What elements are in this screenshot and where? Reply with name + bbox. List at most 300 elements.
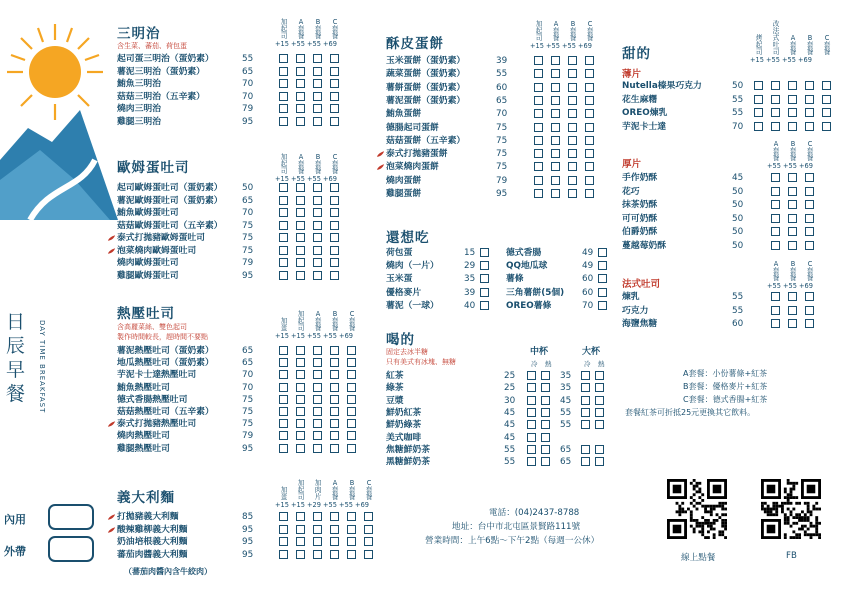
sandwich-checkbox[interactable] — [296, 104, 305, 113]
crepe-checkbox[interactable] — [534, 96, 543, 105]
omelet-checkbox[interactable] — [313, 233, 322, 242]
omelet-checkbox[interactable] — [279, 271, 288, 280]
panini-checkbox[interactable] — [313, 431, 322, 440]
more-checkbox[interactable] — [598, 261, 607, 270]
omelet-row — [117, 245, 347, 257]
drink-medium-cold-checkbox[interactable] — [527, 445, 536, 454]
omelet-checkbox[interactable] — [279, 208, 288, 217]
panini-checkbox[interactable] — [330, 419, 339, 428]
more-row — [506, 260, 616, 272]
crepe-checkbox[interactable] — [551, 189, 560, 198]
drink-large-hot-checkbox[interactable] — [595, 445, 604, 454]
thin-checkbox[interactable] — [788, 122, 797, 131]
crepe-checkbox[interactable] — [585, 189, 594, 198]
panini-checkbox[interactable] — [279, 383, 288, 392]
thin-checkbox[interactable] — [822, 81, 831, 90]
crepe-checkbox[interactable] — [568, 176, 577, 185]
thin-subtitle: 薄片 — [622, 69, 642, 80]
crepe-checkbox[interactable] — [534, 189, 543, 198]
drink-large-cold-checkbox[interactable] — [581, 371, 590, 380]
french-row — [622, 291, 822, 303]
pasta-checkbox[interactable] — [279, 525, 288, 534]
crepe-checkbox[interactable] — [551, 83, 560, 92]
omelet-checkbox[interactable] — [279, 183, 288, 192]
panini-checkbox[interactable] — [313, 419, 322, 428]
drink-medium-cold-checkbox[interactable] — [527, 371, 536, 380]
crepe-checkbox[interactable] — [568, 109, 577, 118]
crepe-checkbox[interactable] — [551, 96, 560, 105]
panini-checkbox[interactable] — [296, 370, 305, 379]
pasta-checkbox[interactable] — [364, 537, 373, 546]
omelet-item-price: 50 — [242, 183, 254, 193]
sandwich-checkbox[interactable] — [330, 54, 339, 63]
crepe-checkbox[interactable] — [585, 83, 594, 92]
crepe-checkbox[interactable] — [585, 109, 594, 118]
omelet-checkbox[interactable] — [330, 271, 339, 280]
crepe-checkbox[interactable] — [585, 176, 594, 185]
drink-large-cold-checkbox[interactable] — [581, 383, 590, 392]
thin-checkbox[interactable] — [822, 108, 831, 117]
crepe-checkbox[interactable] — [568, 69, 577, 78]
omelet-checkbox[interactable] — [296, 258, 305, 267]
thick-checkbox[interactable] — [788, 227, 797, 236]
thick-checkbox[interactable] — [805, 173, 814, 182]
pasta-checkbox[interactable] — [364, 512, 373, 521]
french-checkbox[interactable] — [788, 306, 797, 315]
pasta-checkbox[interactable] — [296, 512, 305, 521]
drink-name: 美式咖啡 — [386, 432, 422, 443]
sandwich-checkbox[interactable] — [296, 117, 305, 126]
omelet-checkbox[interactable] — [279, 258, 288, 267]
french-checkbox[interactable] — [771, 292, 780, 301]
omelet-checkbox[interactable] — [313, 208, 322, 217]
sandwich-checkbox[interactable] — [330, 79, 339, 88]
crepe-checkbox[interactable] — [534, 69, 543, 78]
crepe-checkbox[interactable] — [551, 123, 560, 132]
panini-checkbox[interactable] — [279, 431, 288, 440]
omelet-checkbox[interactable] — [296, 221, 305, 230]
omelet-checkbox[interactable] — [313, 221, 322, 230]
drink-large-hot-checkbox[interactable] — [595, 383, 604, 392]
thin-checkbox[interactable] — [822, 95, 831, 104]
omelet-checkbox[interactable] — [296, 233, 305, 242]
thick-checkbox[interactable] — [788, 187, 797, 196]
omelet-checkbox[interactable] — [313, 258, 322, 267]
drink-medium-cold-checkbox[interactable] — [527, 457, 536, 466]
sandwich-checkbox[interactable] — [279, 67, 288, 76]
sandwich-checkbox[interactable] — [313, 92, 322, 101]
pasta-checkbox[interactable] — [279, 537, 288, 546]
sandwich-checkbox[interactable] — [279, 54, 288, 63]
thick-checkbox[interactable] — [771, 173, 780, 182]
drink-large-hot-checkbox[interactable] — [595, 408, 604, 417]
pasta-checkbox[interactable] — [330, 537, 339, 546]
panini-checkbox[interactable] — [347, 383, 356, 392]
panini-checkbox[interactable] — [279, 419, 288, 428]
sandwich-checkbox[interactable] — [313, 67, 322, 76]
panini-checkbox[interactable] — [279, 370, 288, 379]
omelet-checkbox[interactable] — [313, 246, 322, 255]
crepe-checkbox[interactable] — [585, 123, 594, 132]
crepe-checkbox[interactable] — [585, 149, 594, 158]
chili-icon — [376, 150, 385, 158]
omelet-row — [117, 182, 347, 194]
pasta-checkbox[interactable] — [347, 537, 356, 546]
panini-checkbox[interactable] — [279, 395, 288, 404]
sandwich-checkbox[interactable] — [279, 79, 288, 88]
panini-item-price: 65 — [242, 358, 254, 369]
thin-checkbox[interactable] — [771, 108, 780, 117]
panini-checkbox[interactable] — [296, 358, 305, 367]
crepe-checkbox[interactable] — [568, 189, 577, 198]
sandwich-checkbox[interactable] — [279, 104, 288, 113]
crepe-checkbox[interactable] — [534, 176, 543, 185]
crepe-header-3: C 套 餐 — [586, 20, 594, 42]
crepe-item-price: 75 — [496, 135, 508, 146]
pasta-row — [117, 511, 381, 523]
crepe-row — [386, 122, 602, 134]
crepe-checkbox[interactable] — [585, 96, 594, 105]
thin-checkbox[interactable] — [805, 108, 814, 117]
drink-large-hot-checkbox[interactable] — [595, 457, 604, 466]
panini-checkbox[interactable] — [330, 407, 339, 416]
panini-checkbox[interactable] — [330, 358, 339, 367]
more-checkbox[interactable] — [598, 248, 607, 257]
panini-checkbox[interactable] — [347, 431, 356, 440]
omelet-checkbox[interactable] — [279, 233, 288, 242]
crepe-checkbox[interactable] — [534, 162, 543, 171]
thick-checkbox[interactable] — [805, 214, 814, 223]
panini-checkbox[interactable] — [347, 370, 356, 379]
pasta-checkbox[interactable] — [330, 512, 339, 521]
drink-medium-hot-checkbox[interactable] — [541, 445, 550, 454]
french-checkbox[interactable] — [805, 292, 814, 301]
omelet-header-2: B 套 餐 — [314, 153, 322, 175]
more-checkbox[interactable] — [480, 274, 489, 283]
drink-row — [386, 456, 616, 468]
omelet-checkbox[interactable] — [279, 246, 288, 255]
thick-checkbox[interactable] — [771, 241, 780, 250]
thin-checkbox[interactable] — [754, 122, 763, 131]
panini-checkbox[interactable] — [279, 346, 288, 355]
crepe-checkbox[interactable] — [534, 149, 543, 158]
pasta-checkbox[interactable] — [330, 525, 339, 534]
omelet-checkbox[interactable] — [330, 208, 339, 217]
panini-checkbox[interactable] — [279, 358, 288, 367]
sandwich-checkbox[interactable] — [296, 67, 305, 76]
pasta-checkbox[interactable] — [330, 550, 339, 559]
order-qr-code[interactable] — [667, 479, 727, 539]
panini-row — [117, 430, 364, 442]
pasta-checkbox[interactable] — [347, 525, 356, 534]
panini-checkbox[interactable] — [347, 419, 356, 428]
crepe-checkbox[interactable] — [568, 162, 577, 171]
drink-medium-hot-checkbox[interactable] — [541, 457, 550, 466]
sandwich-checkbox[interactable] — [330, 117, 339, 126]
pasta-checkbox[interactable] — [364, 550, 373, 559]
crepe-item-price: 75 — [496, 149, 508, 160]
crepe-checkbox[interactable] — [568, 136, 577, 145]
omelet-checkbox[interactable] — [330, 246, 339, 255]
crepe-checkbox[interactable] — [551, 162, 560, 171]
omelet-checkbox[interactable] — [296, 183, 305, 192]
omelet-item-price: 65 — [242, 195, 254, 206]
thick-checkbox[interactable] — [771, 227, 780, 236]
panini-checkbox[interactable] — [313, 395, 322, 404]
more-checkbox[interactable] — [598, 288, 607, 297]
french-row — [622, 318, 822, 330]
pasta-checkbox[interactable] — [313, 550, 322, 559]
french-header-2: C 套 餐 — [806, 260, 814, 282]
crepe-checkbox[interactable] — [585, 56, 594, 65]
crepe-checkbox[interactable] — [568, 83, 577, 92]
thin-checkbox[interactable] — [822, 122, 831, 131]
crepe-item-name: 泡菜燒肉蛋餅 — [386, 162, 439, 173]
pasta-checkbox[interactable] — [279, 512, 288, 521]
panini-checkbox[interactable] — [296, 383, 305, 392]
panini-checkbox[interactable] — [347, 444, 356, 453]
more-checkbox[interactable] — [598, 301, 607, 310]
omelet-checkbox[interactable] — [279, 196, 288, 205]
panini-checkbox[interactable] — [279, 407, 288, 416]
takeout-box[interactable] — [48, 536, 94, 562]
panini-checkbox[interactable] — [330, 431, 339, 440]
thin-checkbox[interactable] — [754, 95, 763, 104]
fb-qr-label: FB — [786, 551, 797, 561]
panini-checkbox[interactable] — [296, 444, 305, 453]
crepe-checkbox[interactable] — [534, 56, 543, 65]
panini-checkbox[interactable] — [296, 395, 305, 404]
panini-checkbox[interactable] — [313, 383, 322, 392]
drink-large-cold-checkbox[interactable] — [581, 445, 590, 454]
omelet-checkbox[interactable] — [330, 258, 339, 267]
thin-addon-prices: +15 +55 +55 +69 — [750, 56, 812, 64]
crepe-checkbox[interactable] — [534, 109, 543, 118]
fb-qr-code[interactable] — [761, 479, 821, 539]
thick-checkbox[interactable] — [771, 200, 780, 209]
french-checkbox[interactable] — [805, 319, 814, 328]
panini-checkbox[interactable] — [313, 407, 322, 416]
drink-large-cold-checkbox[interactable] — [581, 408, 590, 417]
more-checkbox[interactable] — [480, 261, 489, 270]
crepe-item-price: 70 — [496, 109, 508, 120]
thick-checkbox[interactable] — [788, 241, 797, 250]
more-item-name: 薯條 — [506, 274, 524, 285]
panini-checkbox[interactable] — [313, 346, 322, 355]
thick-checkbox[interactable] — [805, 200, 814, 209]
omelet-checkbox[interactable] — [296, 271, 305, 280]
pasta-checkbox[interactable] — [364, 525, 373, 534]
thick-checkbox[interactable] — [805, 241, 814, 250]
panini-checkbox[interactable] — [296, 346, 305, 355]
drink-medium-cold-checkbox[interactable] — [527, 396, 536, 405]
sandwich-note: 含生菜、蕃茄、荷包蛋 — [117, 42, 187, 50]
thick-checkbox[interactable] — [805, 187, 814, 196]
panini-checkbox[interactable] — [313, 370, 322, 379]
sandwich-checkbox[interactable] — [296, 79, 305, 88]
thin-checkbox[interactable] — [805, 81, 814, 90]
omelet-checkbox[interactable] — [330, 233, 339, 242]
omelet-item-name: 薯泥歐姆蛋吐司（蛋奶素） — [117, 195, 223, 206]
omelet-checkbox[interactable] — [330, 221, 339, 230]
omelet-checkbox[interactable] — [279, 221, 288, 230]
pasta-checkbox[interactable] — [347, 512, 356, 521]
drink-large-cold-checkbox[interactable] — [581, 457, 590, 466]
french-checkbox[interactable] — [805, 306, 814, 315]
thin-checkbox[interactable] — [805, 122, 814, 131]
panini-checkbox[interactable] — [296, 431, 305, 440]
crepe-header-1: A 套 餐 — [552, 20, 560, 42]
omelet-checkbox[interactable] — [296, 246, 305, 255]
more-item-price: 49 — [582, 261, 594, 272]
pasta-checkbox[interactable] — [296, 550, 305, 559]
crepe-checkbox[interactable] — [551, 56, 560, 65]
drinks-large-label: 大杯 — [582, 347, 601, 357]
drink-medium-price: 25 — [504, 383, 516, 394]
crepe-checkbox[interactable] — [551, 109, 560, 118]
drink-row — [386, 432, 616, 444]
drink-medium-cold-checkbox[interactable] — [527, 420, 536, 429]
sandwich-checkbox[interactable] — [279, 92, 288, 101]
drink-large-cold-checkbox[interactable] — [581, 396, 590, 405]
drink-medium-hot-checkbox[interactable] — [541, 433, 550, 442]
french-item-name: 巧克力 — [622, 305, 649, 316]
thick-checkbox[interactable] — [788, 214, 797, 223]
crepe-checkbox[interactable] — [534, 136, 543, 145]
panini-checkbox[interactable] — [330, 383, 339, 392]
crepe-checkbox[interactable] — [551, 149, 560, 158]
french-checkbox[interactable] — [771, 319, 780, 328]
thick-checkbox[interactable] — [771, 187, 780, 196]
thin-checkbox[interactable] — [754, 108, 763, 117]
pasta-checkbox[interactable] — [313, 512, 322, 521]
pasta-checkbox[interactable] — [296, 525, 305, 534]
thin-checkbox[interactable] — [788, 95, 797, 104]
panini-checkbox[interactable] — [347, 346, 356, 355]
sandwich-checkbox[interactable] — [330, 104, 339, 113]
omelet-checkbox[interactable] — [313, 196, 322, 205]
crepe-checkbox[interactable] — [585, 69, 594, 78]
sandwich-checkbox[interactable] — [279, 117, 288, 126]
thick-checkbox[interactable] — [788, 173, 797, 182]
sandwich-checkbox[interactable] — [313, 54, 322, 63]
sandwich-checkbox[interactable] — [313, 104, 322, 113]
drink-large-hot-checkbox[interactable] — [595, 420, 604, 429]
panini-checkbox[interactable] — [296, 407, 305, 416]
omelet-checkbox[interactable] — [296, 196, 305, 205]
panini-checkbox[interactable] — [296, 419, 305, 428]
crepe-item-price: 65 — [496, 95, 508, 106]
drink-large-hot-checkbox[interactable] — [595, 371, 604, 380]
crepe-checkbox[interactable] — [568, 56, 577, 65]
drink-medium-hot-checkbox[interactable] — [541, 420, 550, 429]
french-checkbox[interactable] — [788, 319, 797, 328]
drink-row — [386, 419, 616, 431]
thin-checkbox[interactable] — [805, 95, 814, 104]
crepe-item-name: 雞腿蛋餅 — [386, 189, 422, 199]
drink-medium-hot-checkbox[interactable] — [541, 396, 550, 405]
thin-checkbox[interactable] — [771, 122, 780, 131]
thin-item-name: OREO煉乳 — [622, 108, 668, 118]
panini-checkbox[interactable] — [330, 395, 339, 404]
crepe-checkbox[interactable] — [568, 96, 577, 105]
pasta-checkbox[interactable] — [313, 525, 322, 534]
pasta-checkbox[interactable] — [347, 550, 356, 559]
crepe-checkbox[interactable] — [534, 123, 543, 132]
drink-medium-cold-checkbox[interactable] — [527, 383, 536, 392]
panini-checkbox[interactable] — [313, 444, 322, 453]
sandwich-checkbox[interactable] — [330, 92, 339, 101]
thick-checkbox[interactable] — [805, 227, 814, 236]
drink-name: 鮮奶紅茶 — [386, 407, 422, 418]
omelet-checkbox[interactable] — [313, 183, 322, 192]
thin-checkbox[interactable] — [788, 81, 797, 90]
pasta-checkbox[interactable] — [313, 537, 322, 546]
crepe-checkbox[interactable] — [551, 136, 560, 145]
panini-checkbox[interactable] — [279, 444, 288, 453]
sandwich-checkbox[interactable] — [313, 117, 322, 126]
more-item-name: 燒肉（一片） — [386, 261, 439, 272]
sandwich-checkbox[interactable] — [313, 79, 322, 88]
crepe-checkbox[interactable] — [585, 162, 594, 171]
thick-checkbox[interactable] — [788, 200, 797, 209]
drink-medium-hot-checkbox[interactable] — [541, 383, 550, 392]
sandwich-checkbox[interactable] — [330, 67, 339, 76]
dine-in-box[interactable] — [48, 504, 94, 530]
crepe-checkbox[interactable] — [551, 69, 560, 78]
sandwich-checkbox[interactable] — [296, 92, 305, 101]
crepe-checkbox[interactable] — [534, 83, 543, 92]
thin-checkbox[interactable] — [771, 81, 780, 90]
pasta-checkbox[interactable] — [296, 537, 305, 546]
more-checkbox[interactable] — [480, 248, 489, 257]
drink-medium-hot-checkbox[interactable] — [541, 371, 550, 380]
thick-checkbox[interactable] — [771, 214, 780, 223]
crepe-checkbox[interactable] — [568, 149, 577, 158]
omelet-checkbox[interactable] — [330, 196, 339, 205]
drink-medium-cold-checkbox[interactable] — [527, 433, 536, 442]
crepe-checkbox[interactable] — [585, 136, 594, 145]
french-checkbox[interactable] — [771, 306, 780, 315]
more-checkbox[interactable] — [480, 288, 489, 297]
panini-header-4: C 套 餐 — [348, 310, 356, 332]
french-checkbox[interactable] — [788, 292, 797, 301]
thin-checkbox[interactable] — [754, 81, 763, 90]
panini-checkbox[interactable] — [330, 346, 339, 355]
panini-checkbox[interactable] — [347, 358, 356, 367]
panini-checkbox[interactable] — [347, 395, 356, 404]
drink-large-cold-checkbox[interactable] — [581, 420, 590, 429]
omelet-checkbox[interactable] — [330, 183, 339, 192]
omelet-checkbox[interactable] — [296, 208, 305, 217]
crepe-checkbox[interactable] — [568, 123, 577, 132]
panini-checkbox[interactable] — [330, 370, 339, 379]
thin-checkbox[interactable] — [771, 95, 780, 104]
crepe-checkbox[interactable] — [551, 176, 560, 185]
panini-checkbox[interactable] — [330, 444, 339, 453]
drink-medium-hot-checkbox[interactable] — [541, 408, 550, 417]
thin-checkbox[interactable] — [788, 108, 797, 117]
panini-checkbox[interactable] — [347, 407, 356, 416]
pasta-checkbox[interactable] — [279, 550, 288, 559]
panini-checkbox[interactable] — [313, 358, 322, 367]
drink-large-hot-checkbox[interactable] — [595, 396, 604, 405]
omelet-checkbox[interactable] — [313, 271, 322, 280]
more-checkbox[interactable] — [480, 301, 489, 310]
more-checkbox[interactable] — [598, 274, 607, 283]
drink-medium-cold-checkbox[interactable] — [527, 408, 536, 417]
sandwich-checkbox[interactable] — [296, 54, 305, 63]
